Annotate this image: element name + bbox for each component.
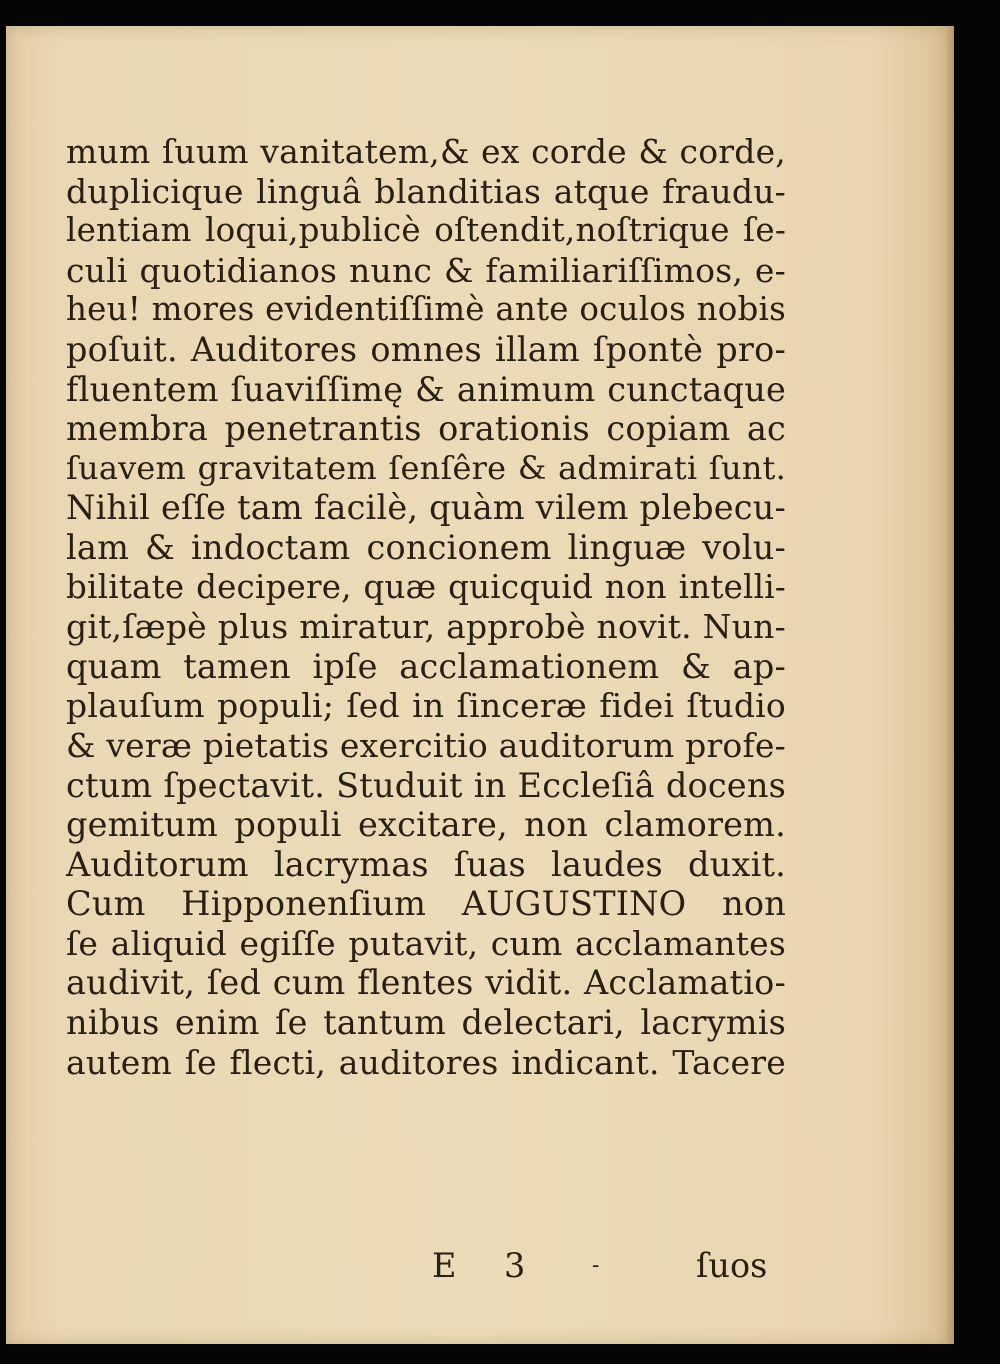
- text-line: audivit, ſed cum flentes vidit. Acclamatio-: [66, 963, 786, 1003]
- text-line: ctum ſpectavit. Studuit in Eccleſiâ docens: [66, 765, 786, 805]
- text-line: ſe aliquid egiſſe putavit, cum acclamantes: [66, 923, 786, 963]
- text-line: git,ſæpè plus miratur, approbè novit. Nun-: [66, 607, 786, 647]
- text-line: Cum Hipponenſium AUGUSTINO non: [66, 884, 786, 924]
- text-line: lam & indoctam concionem linguæ volu-: [66, 527, 786, 567]
- folio-number: 3: [504, 1246, 526, 1285]
- text-line: ſuavem gravitatem ſenſêre & admirati ſunt.: [66, 448, 786, 487]
- signature-mark: E: [432, 1246, 457, 1285]
- text-line: culi quotidianos nunc & familiariſſimos, e-: [66, 250, 786, 290]
- text-line: & veræ pietatis exercitio auditorum profe-: [66, 725, 786, 765]
- text-line: lentiam loqui,publicè oſtendit,noſtrique ſe-: [66, 211, 786, 250]
- text-line: Auditorum lacrymas ſuas laudes duxit.: [66, 844, 786, 884]
- text-line: plauſum populi; ſed in ſinceræ fidei ſtudio: [66, 686, 786, 726]
- text-line: autem ſe flecti, auditores indicant. Tacere: [66, 1042, 786, 1082]
- catchword: ſuos: [696, 1246, 768, 1285]
- text-line: heu! mores evidentiſſimè ante oculos nobis: [66, 290, 786, 329]
- text-line: poſuit. Auditores omnes illam ſpontè pro-: [66, 329, 786, 369]
- text-line: gemitum populi excitare, non clamorem.: [66, 805, 786, 845]
- footer-dash: -: [592, 1253, 600, 1278]
- text-line: nibus enim ſe tantum delectari, lacrymis: [66, 1003, 786, 1043]
- text-line: mum ſuum vanitatem,& ex corde & corde,: [66, 132, 786, 171]
- text-line: bilitate decipere, quæ quicquid non intelli-: [66, 567, 786, 606]
- page-edge: [946, 26, 954, 1344]
- book-page: [6, 26, 946, 1344]
- text-line: duplicique linguâ blanditias atque fraudu-: [66, 171, 786, 211]
- body-text: [66, 132, 786, 1082]
- text-line: Nihil eſſe tam facilè, quàm vilem plebecu-: [66, 488, 786, 528]
- text-line: fluentem ſuaviſſimę & animum cunctaque: [66, 369, 786, 409]
- text-line: membra penetrantis orationis copiam ac: [66, 409, 786, 449]
- text-line: quam tamen ipſe acclamationem & ap-: [66, 646, 786, 686]
